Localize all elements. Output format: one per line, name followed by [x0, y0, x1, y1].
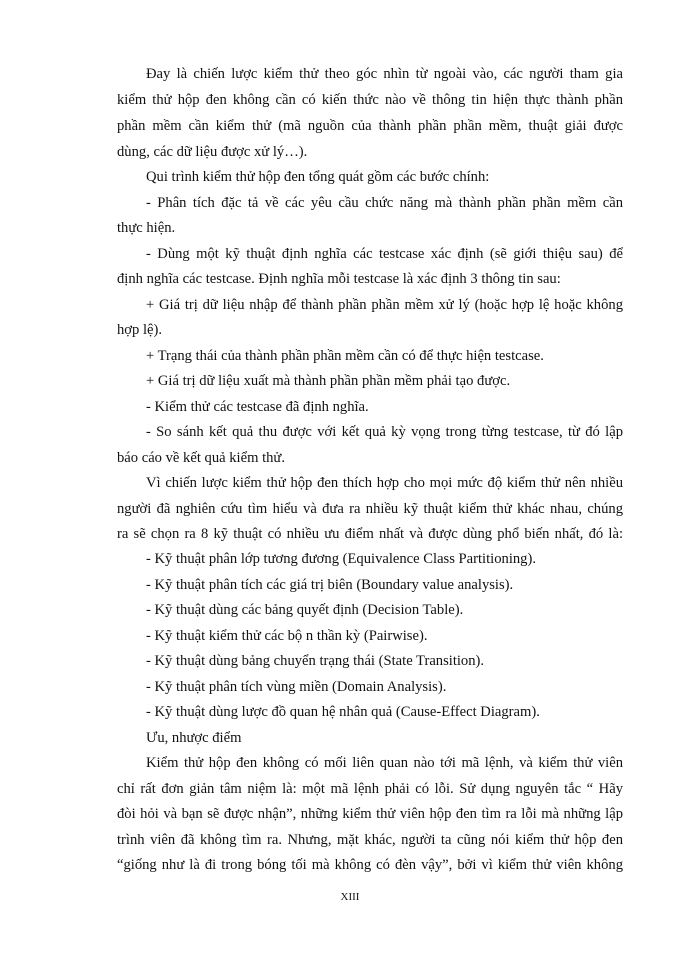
- list-item: - Kỹ thuật dùng lược đồ quan hệ nhân quả (Cause-Effect Diagram).: [146, 704, 540, 720]
- text-line: trình viên đã không tìm ra. Nhưng, mặt khác, người ta cũng nói kiểm thử hộp đen: [117, 832, 623, 848]
- text-line: Qui trình kiểm thử hộp đen tổng quát gồm các bước chính:: [146, 169, 490, 185]
- text-line: người đã nghiên cứu tìm hiểu và đưa ra nhiều kỹ thuật kiểm thử khác nhau, chúng: [117, 501, 623, 517]
- list-item: - Kỹ thuật phân tích các giá trị biên (Boundary value analysis).: [146, 577, 514, 593]
- list-item: - Kỹ thuật kiểm thử các bộ n thần kỳ (Pairwise).: [146, 628, 428, 644]
- text-line: phần mềm cần kiểm thử (mã nguồn của thành phần phần mềm, thuật giải được: [117, 118, 623, 134]
- text-line: Vì chiến lược kiểm thử hộp đen thích hợp cho mọi mức độ kiểm thử nên nhiều: [146, 475, 623, 491]
- text-line: + Giá trị dữ liệu xuất mà thành phần phần mềm phải tạo được.: [146, 373, 511, 389]
- list-item: - Kỹ thuật dùng các bảng quyết định (Decision Table).: [146, 602, 464, 618]
- text-line: chỉ rất đơn giản tâm niệm là: một mã lệnh phải có lỗi. Sử dụng nguyên tắc “ Hãy: [117, 781, 623, 797]
- text-line: - Kiểm thử các testcase đã định nghĩa.: [146, 399, 369, 415]
- list-item: - Kỹ thuật dùng bảng chuyển trạng thái (State Transition).: [146, 653, 485, 669]
- text-line: - So sánh kết quả thu được với kết quả kỳ vọng trong từng testcase, từ đó lập: [146, 424, 623, 440]
- text-line: kiểm thử hộp đen không cần có kiến thức nào về thông tin hiện thực thành phần: [117, 92, 623, 108]
- text-line: - Dùng một kỹ thuật định nghĩa các testcase xác định (sẽ giới thiệu sau) để: [146, 246, 623, 262]
- text-line: Đay là chiến lược kiểm thử theo góc nhìn từ ngoài vào, các người tham gia: [146, 66, 623, 82]
- text-line: ra sẽ chọn ra 8 kỹ thuật có nhiều ưu điểm nhất và được dùng phổ biến nhất, đó là:: [117, 526, 623, 542]
- text-line: Kiểm thử hộp đen không có mối liên quan nào tới mã lệnh, và kiểm thử viên: [146, 755, 623, 771]
- text-line: định nghĩa các testcase. Định nghĩa mỗi testcase là xác định 3 thông tin sau:: [117, 271, 561, 287]
- text-line: + Trạng thái của thành phần phần mềm cần có để thực hiện testcase.: [146, 348, 544, 364]
- text-line: báo cáo về kết quả kiểm thử.: [117, 450, 285, 466]
- list-item: - Kỹ thuật phân tích vùng miền (Domain Analysis).: [146, 679, 447, 695]
- page-number: XIII: [340, 891, 360, 903]
- text-line: hợp lệ).: [117, 322, 162, 338]
- text-line: + Giá trị dữ liệu nhập để thành phần phần mềm xử lý (hoặc hợp lệ hoặc không: [146, 297, 623, 313]
- text-line: “giống như là đi trong bóng tối mà không có đèn vậy”, bởi vì kiểm thử viên không: [117, 857, 623, 873]
- text-line: thực hiện.: [117, 220, 176, 236]
- list-item: - Kỹ thuật phân lớp tương đương (Equivalence Class Partitioning).: [146, 551, 536, 567]
- text-line: đòi hỏi và bạn sẽ được nhận”, những kiểm thử viên hộp đen tìm ra lỗi mà những lập: [117, 806, 623, 822]
- section-heading: Ưu, nhược điểm: [146, 730, 242, 746]
- text-line: dùng, các dữ liệu được xử lý…).: [117, 144, 308, 160]
- text-line: - Phân tích đặc tả về các yêu cầu chức năng mà thành phần phần mềm cần: [146, 195, 623, 211]
